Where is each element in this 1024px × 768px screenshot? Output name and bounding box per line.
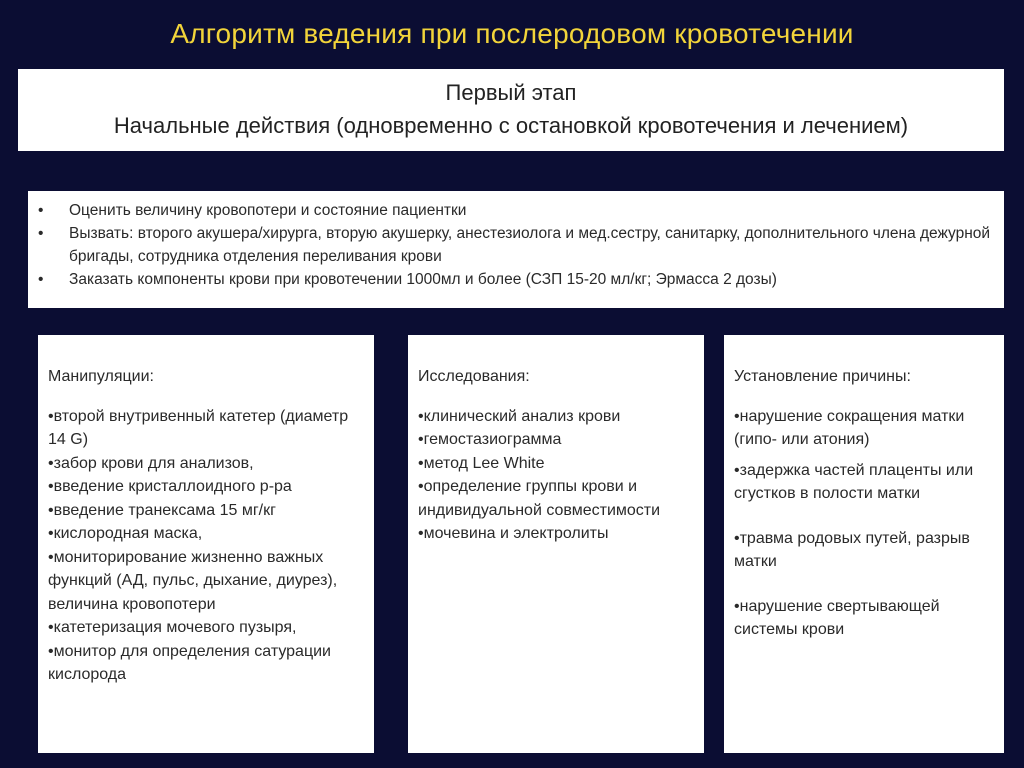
- study-item: •гемостазиограмма: [418, 431, 562, 448]
- causes-box: [724, 335, 1004, 753]
- study-item: •мочевина и электролиты: [418, 525, 609, 542]
- manipulation-item: •введение кристаллоидного р-ра: [48, 478, 292, 495]
- cause-item: •нарушение свертывающей системы крови: [734, 597, 940, 638]
- manipulations-box: [38, 335, 374, 753]
- study-item: •клинический анализ крови: [418, 407, 621, 425]
- stage-box: [18, 69, 1004, 151]
- studies-heading: Исследования:: [418, 368, 530, 385]
- studies-box: [408, 335, 704, 753]
- stage-title: Первый этап: [445, 80, 577, 105]
- manipulation-item: •катетеризация мочевого пузыря,: [48, 619, 297, 636]
- manipulation-item: •монитор для определения сатурации кислорода: [48, 642, 331, 683]
- action-item: • Заказать компоненты крови при кровотечении 1000мл и более (СЗП 15-20 мл/кг; Эрмасса 2 дозы): [38, 268, 992, 291]
- study-item: •определение группы крови и индивидуальной совместимости: [418, 478, 661, 519]
- page-title: Алгоритм ведения при послеродовом кровотечении: [170, 18, 854, 49]
- action-item: • Вызвать: второго акушера/хирурга, вторую акушерку, анестезиолога и мед.сестру, санитарку, дополнительного члена дежурной бригады, сотрудника отделения переливания крови: [38, 222, 992, 268]
- manipulation-item: •введение транексама 15 мг/кг: [48, 501, 276, 519]
- manipulation-item: •забор крови для анализов,: [48, 454, 254, 472]
- manipulation-item: •кислородная маска,: [48, 525, 203, 542]
- manipulation-item: •мониторирование жизненно важных функций (АД, пульс, дыхание, диурез), величина кровопотери: [48, 548, 338, 613]
- action-item: • Оценить величину кровопотери и состояние пациентки: [38, 199, 992, 222]
- cause-item: •нарушение сокращения матки (гипо- или атония): [734, 407, 965, 448]
- stage-subtitle: Начальные действия (одновременно с остановкой кровотечения и лечением): [113, 113, 909, 138]
- manipulations-heading: Манипуляции:: [48, 368, 154, 385]
- cause-item: •травма родовых путей, разрыв матки: [734, 529, 970, 570]
- initial-actions-list: [38, 199, 992, 291]
- manipulation-item: •второй внутривенный катетер (диаметр 14 G): [48, 407, 349, 448]
- causes-heading: Установление причины:: [734, 368, 911, 385]
- cause-item: •задержка частей плаценты или сгустков в полости матки: [734, 461, 974, 502]
- initial-actions-box: [28, 191, 1004, 308]
- study-item: •метод Lee White: [418, 454, 545, 472]
